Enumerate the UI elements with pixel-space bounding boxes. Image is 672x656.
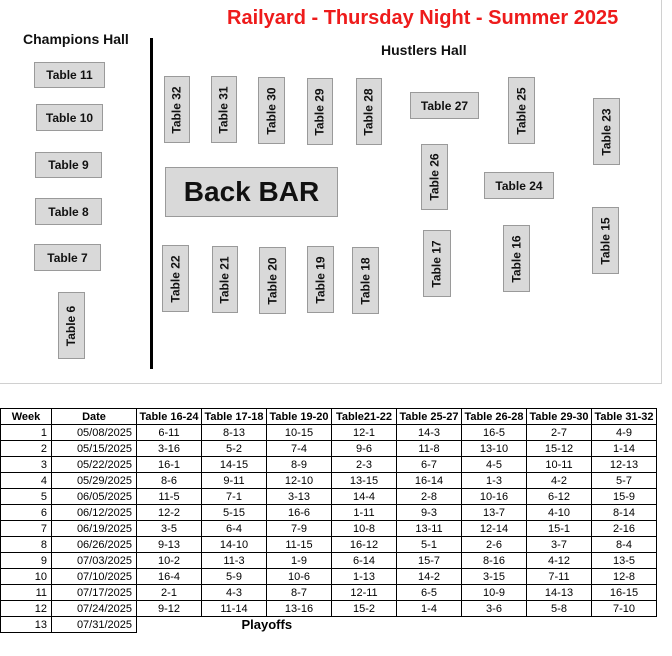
matchup-cell: 10-11 <box>527 457 592 473</box>
date-cell: 05/15/2025 <box>52 441 137 457</box>
matchup-cell: 16-6 <box>267 505 332 521</box>
matchup-cell: 3-13 <box>267 489 332 505</box>
date-cell: 06/26/2025 <box>52 537 137 553</box>
matchup-cell: 8-16 <box>462 553 527 569</box>
week-cell: 8 <box>1 537 52 553</box>
matchup-cell: 16-1 <box>137 457 202 473</box>
date-cell: 06/19/2025 <box>52 521 137 537</box>
matchup-cell: 7-4 <box>267 441 332 457</box>
matchup-cell: 13-15 <box>332 473 397 489</box>
matchup-cell: 16-12 <box>332 537 397 553</box>
week-cell: 11 <box>1 585 52 601</box>
matchup-cell: 10-16 <box>462 489 527 505</box>
date-cell: 05/08/2025 <box>52 425 137 441</box>
col-table-25-27: Table 25-27 <box>397 409 462 425</box>
week-cell: 1 <box>1 425 52 441</box>
matchup-cell: 5-1 <box>397 537 462 553</box>
table-row <box>1 553 657 569</box>
matchup-cell: 3-16 <box>137 441 202 457</box>
page-title: Railyard - Thursday Night - Summer 2025 <box>227 7 619 29</box>
week-cell: 3 <box>1 457 52 473</box>
matchup-cell: 11-8 <box>397 441 462 457</box>
matchup-cell: 12-10 <box>267 473 332 489</box>
table-row <box>1 585 657 601</box>
table-25[interactable]: Table 25 <box>508 77 535 144</box>
table-7[interactable]: Table 7 <box>34 244 101 271</box>
matchup-cell: 7-11 <box>527 569 592 585</box>
matchup-cell: 10-6 <box>267 569 332 585</box>
table-26[interactable]: Table 26 <box>421 144 448 210</box>
matchup-cell: 5-2 <box>202 441 267 457</box>
matchup-cell: 7-10 <box>592 601 657 617</box>
matchup-cell: 12-11 <box>332 585 397 601</box>
date-cell: 07/03/2025 <box>52 553 137 569</box>
matchup-cell: 4-3 <box>202 585 267 601</box>
week-cell: 5 <box>1 489 52 505</box>
matchup-cell: 15-2 <box>332 601 397 617</box>
table-16[interactable]: Table 16 <box>503 225 530 292</box>
date-cell: 06/05/2025 <box>52 489 137 505</box>
table-20[interactable]: Table 20 <box>259 247 286 314</box>
table-8[interactable]: Table 8 <box>35 198 102 225</box>
table-32[interactable]: Table 32 <box>164 76 190 143</box>
matchup-cell: 3-15 <box>462 569 527 585</box>
table-28[interactable]: Table 28 <box>356 78 382 145</box>
matchup-cell: 4-12 <box>527 553 592 569</box>
table-row <box>1 489 657 505</box>
table-9[interactable]: Table 9 <box>35 152 102 178</box>
matchup-cell: 8-7 <box>267 585 332 601</box>
week-cell: 10 <box>1 569 52 585</box>
matchup-cell: 15-12 <box>527 441 592 457</box>
matchup-cell: 2-3 <box>332 457 397 473</box>
matchup-cell: 5-8 <box>527 601 592 617</box>
matchup-cell: 13-5 <box>592 553 657 569</box>
back-bar: Back BAR <box>165 167 338 217</box>
matchup-cell: 11-3 <box>202 553 267 569</box>
week-cell: 4 <box>1 473 52 489</box>
matchup-cell: 8-9 <box>267 457 332 473</box>
col-table-21-22: Table21-22 <box>332 409 397 425</box>
hall-divider <box>150 38 153 369</box>
week-cell: 6 <box>1 505 52 521</box>
col-table-17-18: Table 17-18 <box>202 409 267 425</box>
table-row <box>1 425 657 441</box>
matchup-cell: 10-9 <box>462 585 527 601</box>
date-cell: 05/22/2025 <box>52 457 137 473</box>
table-17[interactable]: Table 17 <box>423 230 451 297</box>
matchup-cell: 8-4 <box>592 537 657 553</box>
matchup-cell: 5-15 <box>202 505 267 521</box>
week-cell: 12 <box>1 601 52 617</box>
matchup-cell: 12-2 <box>137 505 202 521</box>
table-29[interactable]: Table 29 <box>307 78 333 145</box>
schedule-table <box>0 408 657 633</box>
table-row <box>1 457 657 473</box>
table-row <box>1 521 657 537</box>
playoffs-row <box>1 617 657 633</box>
matchup-cell: 10-2 <box>137 553 202 569</box>
matchup-cell: 7-9 <box>267 521 332 537</box>
matchup-cell: 3-7 <box>527 537 592 553</box>
matchup-cell: 1-4 <box>397 601 462 617</box>
matchup-cell: 1-3 <box>462 473 527 489</box>
col-table-16-24: Table 16-24 <box>137 409 202 425</box>
matchup-cell: 8-14 <box>592 505 657 521</box>
empty-cell <box>397 617 657 633</box>
hustlers-hall-label: Hustlers Hall <box>381 42 467 58</box>
matchup-cell: 10-15 <box>267 425 332 441</box>
col-table-26-28: Table 26-28 <box>462 409 527 425</box>
matchup-cell: 8-13 <box>202 425 267 441</box>
matchup-cell: 13-11 <box>397 521 462 537</box>
matchup-cell: 9-6 <box>332 441 397 457</box>
matchup-cell: 12-14 <box>462 521 527 537</box>
matchup-cell: 1-13 <box>332 569 397 585</box>
week-cell: 7 <box>1 521 52 537</box>
table-11[interactable]: Table 11 <box>34 62 105 88</box>
matchup-cell: 15-1 <box>527 521 592 537</box>
matchup-cell: 13-7 <box>462 505 527 521</box>
matchup-cell: 14-13 <box>527 585 592 601</box>
matchup-cell: 6-7 <box>397 457 462 473</box>
matchup-cell: 15-7 <box>397 553 462 569</box>
matchup-cell: 13-10 <box>462 441 527 457</box>
col-table-19-20: Table 19-20 <box>267 409 332 425</box>
matchup-cell: 7-1 <box>202 489 267 505</box>
table-24[interactable]: Table 24 <box>484 172 554 199</box>
playoffs-label: Playoffs <box>241 617 293 633</box>
table-6[interactable]: Table 6 <box>58 292 85 359</box>
matchup-cell: 13-16 <box>267 601 332 617</box>
table-21[interactable]: Table 21 <box>212 246 238 313</box>
matchup-cell: 6-12 <box>527 489 592 505</box>
table-row <box>1 505 657 521</box>
matchup-cell: 16-15 <box>592 585 657 601</box>
matchup-cell: 14-15 <box>202 457 267 473</box>
matchup-cell: 6-4 <box>202 521 267 537</box>
matchup-cell: 14-10 <box>202 537 267 553</box>
col-week: Week <box>1 409 52 425</box>
col-date: Date <box>52 409 137 425</box>
matchup-cell: 11-5 <box>137 489 202 505</box>
table-row <box>1 441 657 457</box>
date-cell: 07/17/2025 <box>52 585 137 601</box>
matchup-cell: 16-5 <box>462 425 527 441</box>
matchup-cell: 16-4 <box>137 569 202 585</box>
col-table-31-32: Table 31-32 <box>592 409 657 425</box>
table-row <box>1 601 657 617</box>
matchup-cell: 6-5 <box>397 585 462 601</box>
table-27[interactable]: Table 27 <box>410 92 479 119</box>
table-30[interactable]: Table 30 <box>258 77 285 144</box>
matchup-cell: 15-9 <box>592 489 657 505</box>
matchup-cell: 2-8 <box>397 489 462 505</box>
date-cell: 07/10/2025 <box>52 569 137 585</box>
matchup-cell: 11-14 <box>202 601 267 617</box>
matchup-cell: 16-14 <box>397 473 462 489</box>
week-cell: 2 <box>1 441 52 457</box>
matchup-cell: 14-3 <box>397 425 462 441</box>
matchup-cell: 4-5 <box>462 457 527 473</box>
matchup-cell: 2-1 <box>137 585 202 601</box>
matchup-cell: 14-4 <box>332 489 397 505</box>
matchup-cell: 3-6 <box>462 601 527 617</box>
table-row <box>1 537 657 553</box>
matchup-cell: 10-8 <box>332 521 397 537</box>
champions-hall-label: Champions Hall <box>23 31 129 47</box>
matchup-cell: 1-14 <box>592 441 657 457</box>
matchup-cell: 12-13 <box>592 457 657 473</box>
date-cell: 07/24/2025 <box>52 601 137 617</box>
table-row <box>1 569 657 585</box>
matchup-cell: 2-16 <box>592 521 657 537</box>
matchup-cell: 9-3 <box>397 505 462 521</box>
matchup-cell: 11-15 <box>267 537 332 553</box>
table-15[interactable]: Table 15 <box>592 207 619 274</box>
matchup-cell: 12-1 <box>332 425 397 441</box>
matchup-cell: 4-2 <box>527 473 592 489</box>
matchup-cell: 9-11 <box>202 473 267 489</box>
matchup-cell: 3-5 <box>137 521 202 537</box>
matchup-cell: 8-6 <box>137 473 202 489</box>
empty-cell <box>137 617 202 633</box>
matchup-cell: 2-7 <box>527 425 592 441</box>
matchup-cell: 5-7 <box>592 473 657 489</box>
matchup-cell: 4-9 <box>592 425 657 441</box>
matchup-cell: 1-9 <box>267 553 332 569</box>
week-cell: 13 <box>1 617 52 633</box>
matchup-cell: 5-9 <box>202 569 267 585</box>
col-table-29-30: Table 29-30 <box>527 409 592 425</box>
table-23[interactable]: Table 23 <box>593 98 620 165</box>
table-10[interactable]: Table 10 <box>36 104 103 131</box>
date-cell: 07/31/2025 <box>52 617 137 633</box>
matchup-cell: 12-8 <box>592 569 657 585</box>
table-19[interactable]: Table 19 <box>307 246 334 313</box>
table-18[interactable]: Table 18 <box>352 247 379 314</box>
matchup-cell: 9-12 <box>137 601 202 617</box>
matchup-cell: 2-6 <box>462 537 527 553</box>
schedule-header-row <box>1 409 657 425</box>
matchup-cell: 9-13 <box>137 537 202 553</box>
table-row <box>1 473 657 489</box>
matchup-cell: 4-10 <box>527 505 592 521</box>
table-31[interactable]: Table 31 <box>211 76 237 143</box>
matchup-cell: 6-14 <box>332 553 397 569</box>
matchup-cell: 6-11 <box>137 425 202 441</box>
matchup-cell: 1-11 <box>332 505 397 521</box>
date-cell: 05/29/2025 <box>52 473 137 489</box>
table-22[interactable]: Table 22 <box>162 245 189 312</box>
date-cell: 06/12/2025 <box>52 505 137 521</box>
matchup-cell: 14-2 <box>397 569 462 585</box>
week-cell: 9 <box>1 553 52 569</box>
